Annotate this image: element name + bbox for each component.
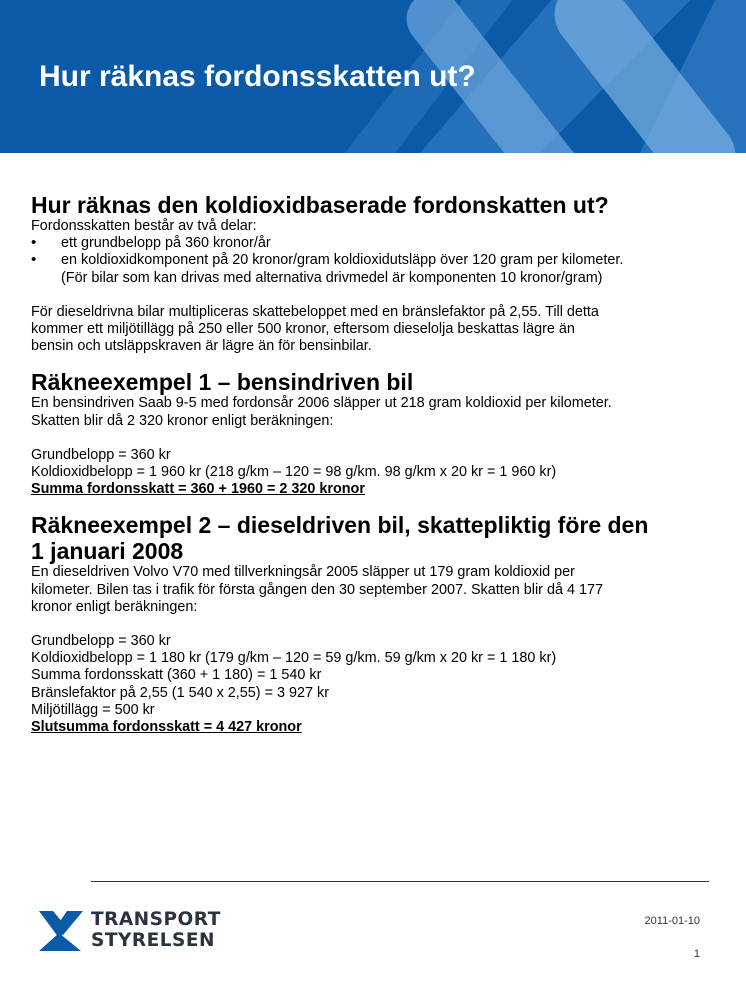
bullet-list [31, 235, 731, 287]
bullet-note: (För bilar som kan drivas med alternativa drivmedel är komponenten 10 kronor/gram) [61, 269, 603, 286]
intro-text: Fordonsskatten består av två delar: [31, 218, 257, 234]
example2-heading: Räkneexempel 2 – dieseldriven bil, skattepliktig före den 1 januari 2008 [31, 512, 649, 565]
example1-total: Summa fordonsskatt = 360 + 1960 = 2 320 kronor [31, 481, 365, 498]
example1-calculation: Grundbelopp = 360 kr Koldioxidbelopp = 1 960 kr (218 g/km – 120 = 98 g/km. 98 g/km x 20 kr = 1 960 kr) [31, 446, 557, 481]
page-title: Hur räknas fordonsskatten ut? [39, 60, 476, 93]
footer-divider [91, 881, 709, 882]
logo-wordmark: TRANSPORT STYRELSEN [91, 909, 221, 951]
list-item: • en koldioxidkomponent på 20 kronor/gram koldioxidutsläpp över 120 gram per kilometer. (För bilar som kan drivas med alternativa drivmedel är komponenten 10 kronor/gram) [31, 252, 731, 286]
page-number: 1 [693, 948, 700, 960]
bullet-icon: • [31, 234, 37, 252]
example1-heading: Räkneexempel 1 – bensindriven bil [31, 369, 414, 396]
list-item: • ett grundbelopp på 360 kronor/år [31, 234, 271, 252]
example2-calculation: Grundbelopp = 360 kr Koldioxidbelopp = 1 180 kr (179 g/km – 120 = 59 g/km. 59 g/km x 20 kr = 1 180 kr) Summa fordonsskatt (360 + 1 180) = 1 540 kr Bränslefaktor på 2,55 (1 540 x 2,55) = 3 927 kr Miljötillägg = 500 kr [31, 633, 557, 718]
diesel-paragraph: För dieseldrivna bilar multipliceras skattebeloppet med en bränslefaktor på 2,55. Till detta kommer ett miljötillägg på 250 eller 500 kronor, eftersom dieselolja beskattas lägre än bensin och utsläppskraven är lägre än för bensinbilar. [31, 303, 599, 355]
transportstyrelsen-logo-icon [39, 911, 85, 951]
title-banner [0, 0, 746, 153]
example1-intro: En bensindriven Saab 9-5 med fordonsår 2006 släpper ut 218 gram koldioxid per kilometer. Skatten blir då 2 320 kronor enligt beräkningen: [31, 395, 612, 429]
example2-total: Slutsumma fordonsskatt = 4 427 kronor [31, 719, 302, 736]
footer-date: 2011-01-10 [644, 915, 700, 927]
example2-intro: En dieseldriven Volvo V70 med tillverkningsår 2005 släpper ut 179 gram koldioxid per kilometer. Bilen tas i trafik för första gången den 30 september 2007. Skatten blir då 4 177 kronor enligt beräkningen: [31, 564, 603, 615]
section-heading: Hur räknas den koldioxidbaserade fordonskatten ut? [31, 192, 609, 218]
bullet-icon: • [31, 251, 37, 269]
main-content [31, 192, 731, 736]
